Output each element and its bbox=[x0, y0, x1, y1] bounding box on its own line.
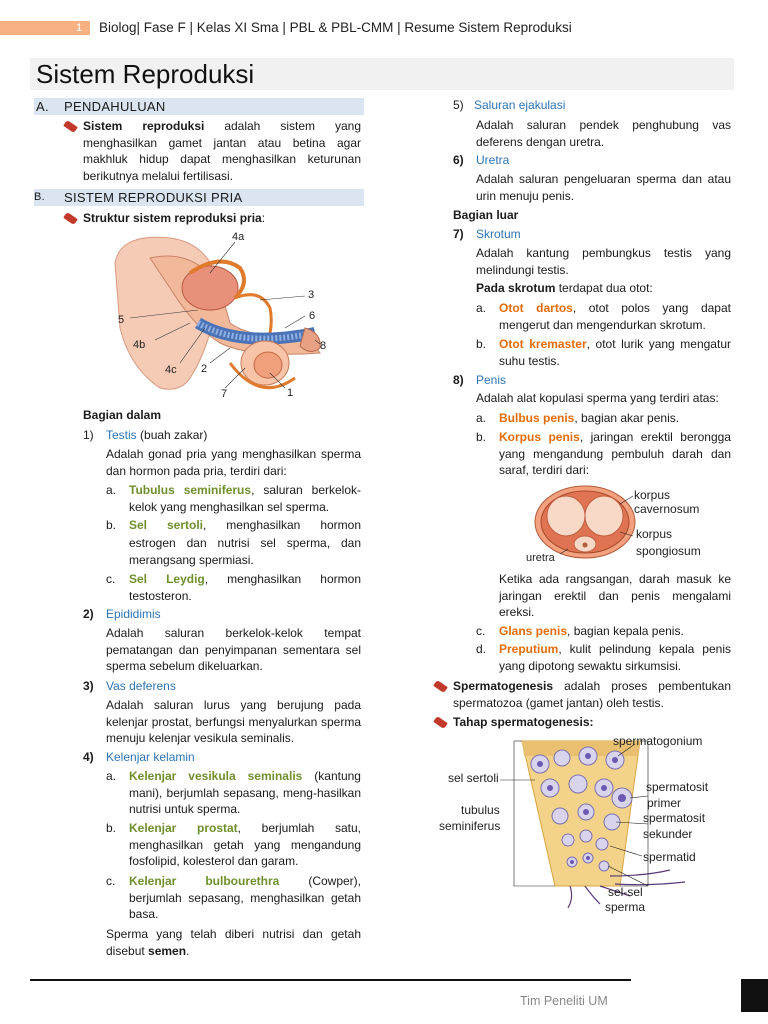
section-a-label: A. bbox=[36, 99, 49, 114]
item-letter: d. bbox=[476, 642, 487, 656]
bagian-luar-heading: Bagian luar bbox=[453, 208, 519, 222]
korpus-cavernosum-label-1: korpus bbox=[634, 488, 671, 502]
penis-heading: Penis bbox=[476, 373, 507, 387]
uretra-label: uretra bbox=[526, 552, 555, 564]
item-letter: c. bbox=[106, 874, 116, 888]
vas-heading: Vas deferens bbox=[106, 679, 176, 693]
spermatogonium-label: spermatogonium bbox=[613, 734, 703, 748]
tubulus-item: Tubulus seminiferus, saluran berkelok-kelok yang menghasilkan sel sperma. bbox=[129, 483, 361, 514]
section-b-title: SISTEM REPRODUKSI PRIA bbox=[64, 190, 243, 205]
item-number: 7) bbox=[453, 227, 464, 241]
glans-item: Glans penis, bagian kepala penis. bbox=[499, 624, 684, 638]
item-number: 5) bbox=[453, 98, 464, 112]
bulbourethra-item: Kelenjar bulbourethra (Cowper), berjumlah sepasang, menghasilkan getah basa. bbox=[129, 874, 362, 921]
sel-sertoli-label: sel sertoli bbox=[448, 771, 499, 785]
spermatogenesis-paragraph: Spermatogenesis adalah proses pembentukan spermatozoa (gamet jantan) oleh testis. bbox=[453, 679, 731, 710]
footer-text: Tim Peneliti UM bbox=[520, 994, 608, 1008]
diagram-label-1: 1 bbox=[287, 387, 294, 399]
diagram-label-4c: 4c bbox=[165, 364, 177, 376]
corner-block bbox=[741, 979, 768, 1012]
penis-desc: Adalah alat kopulasi sperma yang terdiri atas: bbox=[476, 391, 719, 405]
uretra-desc: Adalah saluran pengeluaran sperma dan atau urin menuju penis. bbox=[476, 172, 731, 203]
tahap-heading: Tahap spermatogenesis: bbox=[453, 715, 594, 729]
prostat-item: Kelenjar prostat, berjumlah satu, menghasilkan getah yang mengandung fosfolipid, kolesterol dan garam. bbox=[129, 821, 361, 868]
item-letter: b. bbox=[476, 337, 487, 351]
spermatosit-sekunder-label-1: spermatosit bbox=[643, 811, 706, 825]
semen-paragraph: Sperma yang telah diberi nutrisi dan getah disebut semen. bbox=[106, 927, 361, 958]
item-letter: a. bbox=[106, 769, 117, 783]
bullet-icon bbox=[433, 680, 448, 693]
bullet-icon bbox=[433, 716, 448, 729]
ereksi-note: Ketika ada rangsangan, darah masuk ke jaringan erektil dan penis mengalami ereksi. bbox=[499, 572, 731, 619]
bagian-dalam-heading: Bagian dalam bbox=[83, 408, 162, 422]
item-letter: b. bbox=[476, 430, 487, 444]
sel-sel-sperma-label-1: sel-sel bbox=[608, 885, 643, 899]
epididimis-desc: Adalah saluran berkelok-kelok tempat pematangan dan penyimpanan sementara sel sperma sebelum dikeluarkan. bbox=[106, 626, 361, 673]
diagram-label-5: 5 bbox=[118, 314, 125, 326]
spermatosit-sekunder-label-2: sekunder bbox=[643, 827, 693, 841]
item-number: 2) bbox=[83, 607, 94, 621]
testis-heading: Testis (buah zakar) bbox=[106, 428, 208, 442]
spermatid-label: spermatid bbox=[643, 850, 696, 864]
bullet-icon bbox=[63, 212, 78, 225]
bullet-icon bbox=[63, 120, 78, 133]
item-number: 1) bbox=[83, 428, 94, 442]
skrotum-desc: Adalah kantung pembungkus testis yang melindungi testis. bbox=[476, 246, 731, 277]
page-title: Sistem Reproduksi bbox=[36, 59, 255, 89]
section-b-label: B. bbox=[34, 191, 45, 203]
testis-desc: Adalah gonad pria yang menghasilkan sperma dan hormon pada pria, terdiri dari: bbox=[106, 447, 361, 478]
diagram-label-4b: 4b bbox=[133, 339, 146, 351]
spermatosit-primer-label-1: spermatosit bbox=[646, 780, 709, 794]
kremaster-item: Otot kremaster, otot lurik yang mengatur suhu testis. bbox=[499, 337, 731, 368]
saluran-desc: Adalah saluran pendek penghubung vas deferens dengan uretra. bbox=[476, 118, 731, 149]
item-letter: a. bbox=[476, 411, 487, 425]
sertoli-item: Sel sertoli, menghasilkan hormon estrogen dan nutrisi sel sperma, dan merangsang spermiasi. bbox=[129, 518, 362, 567]
uretra-heading: Uretra bbox=[476, 153, 510, 167]
spermatogenesis-diagram bbox=[500, 736, 710, 916]
diagram-label-4a: 4a bbox=[232, 231, 245, 243]
saluran-heading: Saluran ejakulasi bbox=[474, 98, 566, 112]
tubulus-label-1: tubulus bbox=[461, 803, 500, 817]
dartos-item: Otot dartos, otot polos yang dapat mengerut dan mengendurkan skrotum. bbox=[499, 301, 731, 332]
running-header: Biolog| Fase F | Kelas XI Sma | PBL & PBL-CMM | Resume Sistem Reproduksi bbox=[99, 20, 572, 35]
kelenjar-heading: Kelenjar kelamin bbox=[106, 750, 195, 764]
item-letter: b. bbox=[106, 821, 117, 835]
bulbus-item: Bulbus penis, bagian akar penis. bbox=[499, 411, 680, 425]
footer-rule bbox=[30, 979, 631, 981]
item-number: 3) bbox=[83, 679, 94, 693]
preputium-item: Preputium, kulit pelindung kepala penis yang dipotong sewaktu sirkumsisi. bbox=[499, 642, 731, 673]
structure-heading: Struktur sistem reproduksi pria: bbox=[83, 211, 266, 225]
tubulus-label-2: seminiferus bbox=[439, 819, 501, 833]
vesikula-item: Kelenjar vesikula seminalis (kantung mani), berjumlah sepasang, meng-hasilkan nutrisi untuk sperma. bbox=[129, 769, 361, 816]
diagram-label-8: 8 bbox=[320, 340, 327, 352]
sel-sel-sperma-label-2: sperma bbox=[605, 900, 646, 914]
item-letter: a. bbox=[106, 483, 117, 497]
korpus-item: Korpus penis, jaringan erektil berongga yang mengandung pembuluh darah dan saraf, terdiri dari: bbox=[499, 430, 731, 477]
korpus-spongiosum-label-1: korpus bbox=[636, 527, 673, 541]
item-letter: b. bbox=[106, 518, 117, 532]
korpus-cavernosum-label-2: cavernosum bbox=[634, 502, 700, 516]
intro-paragraph: Sistem reproduksi adalah sistem yang menghasilkan gamet jantan atau betina agar makhluk hidup dapat menghasilkan keturunan berikutnya melalui fertilisasi. bbox=[83, 119, 361, 183]
page-number: 1 bbox=[76, 22, 83, 34]
diagram-label-3: 3 bbox=[308, 289, 315, 301]
diagram-label-2: 2 bbox=[201, 363, 208, 375]
epididimis-heading: Epididimis bbox=[106, 607, 161, 621]
item-number: 8) bbox=[453, 373, 464, 387]
vas-desc: Adalah saluran lurus yang berujung pada kelenjar prostat, berfungsi menyalurkan sperma menuju kelenjar vesikula seminalis. bbox=[106, 698, 361, 745]
skrotum-heading: Skrotum bbox=[476, 227, 521, 241]
item-letter: a. bbox=[476, 301, 487, 315]
korpus-spongiosum-label-2: spongiosum bbox=[636, 544, 701, 558]
item-number: 6) bbox=[453, 153, 464, 167]
item-letter: c. bbox=[476, 624, 486, 638]
section-a-title: PENDAHULUAN bbox=[64, 99, 166, 114]
skrotum-sub: Pada skrotum terdapat dua otot: bbox=[476, 281, 653, 295]
leydig-item: Sel Leydig, menghasilkan hormon testosteron. bbox=[129, 572, 361, 603]
item-letter: c. bbox=[106, 572, 116, 586]
diagram-label-6: 6 bbox=[309, 310, 316, 322]
spermatosit-primer-label-2: primer bbox=[647, 796, 682, 810]
diagram-label-7: 7 bbox=[221, 388, 228, 400]
item-number: 4) bbox=[83, 750, 94, 764]
